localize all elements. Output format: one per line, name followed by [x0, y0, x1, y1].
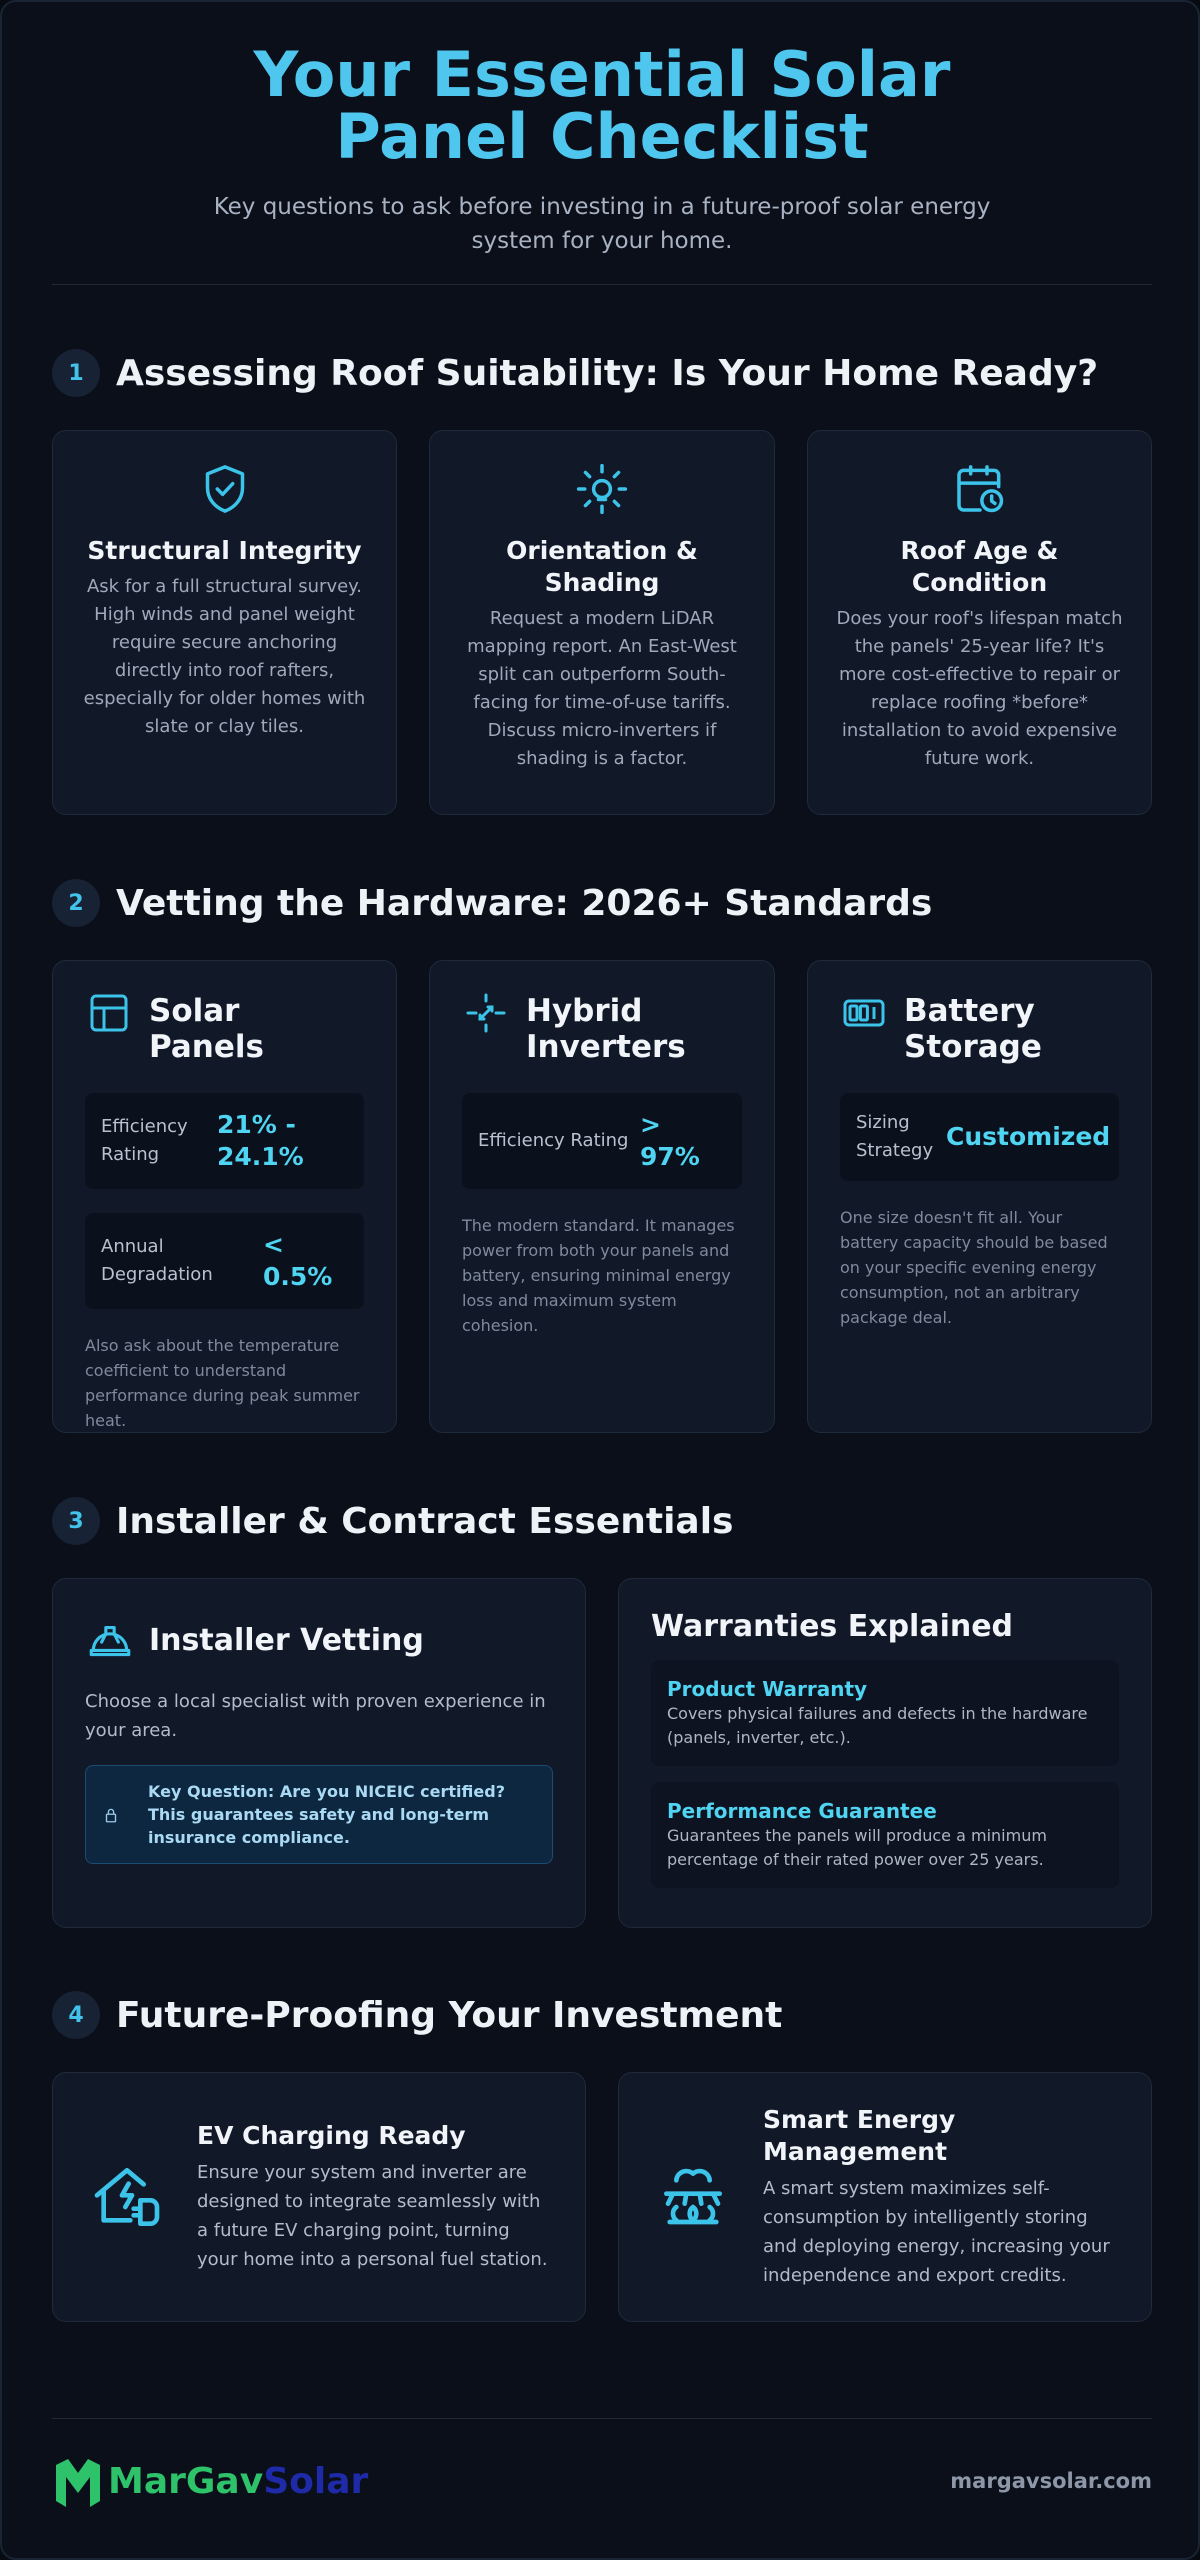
card-title: Roof Age & Condition	[900, 536, 1059, 597]
stat-efficiency	[462, 1093, 742, 1189]
section-title: Installer & Contract Essentials	[116, 1500, 734, 1542]
warranty-performance	[651, 1782, 1119, 1888]
card-title: Structural Integrity	[87, 536, 362, 565]
section-number-badge: 2	[52, 879, 100, 927]
inverter-icon	[462, 989, 510, 1037]
section-number-badge: 3	[52, 1497, 100, 1545]
card-title: EV Charging Ready	[197, 2121, 466, 2150]
stat-efficiency	[85, 1093, 364, 1189]
section-title: Assessing Roof Suitability: Is Your Home Ready?	[116, 352, 1099, 394]
card-text: Ensure your system and inverter are designed to integrate seamlessly with a future EV charging point, turning your home into a personal fuel station.	[197, 2162, 548, 2270]
page-subtitle: Key questions to ask before investing in a future-proof solar energy system for your home.	[213, 194, 991, 254]
card-title: Solar Panels	[149, 993, 264, 1065]
stat-sizing	[840, 1093, 1119, 1181]
card-text: Request a modern LiDAR mapping report. An East-West split can outperform South-facing for time-of-use tariffs. Discuss micro-inverters if shading is a factor.	[467, 608, 737, 769]
stat-value: > 97%	[640, 1110, 700, 1171]
card-installer-vetting	[52, 1578, 586, 1928]
stat-label: Efficiency Rating	[478, 1130, 629, 1151]
card-note: One size doesn't fit all. Your battery capacity should be based on your specific evening energy consumption, not an arbitrary package deal.	[840, 1208, 1108, 1327]
card-title: Battery Storage	[904, 993, 1042, 1065]
card-note: Also ask about the temperature coefficient to understand performance during peak summer heat.	[85, 1336, 360, 1430]
key-question-text: Key Question: Are you NICEIC certified? This guarantees safety and long-term insurance compliance.	[148, 1782, 505, 1847]
solar-panel-icon	[85, 989, 133, 1037]
stat-label: Annual Degradation	[101, 1236, 213, 1285]
card-smart-energy	[618, 2072, 1152, 2322]
smart-energy-icon	[653, 2157, 733, 2237]
card-orientation-shading	[429, 430, 775, 815]
card-title: Installer Vetting	[149, 1622, 424, 1658]
card-battery-storage	[807, 960, 1152, 1433]
stat-degradation	[85, 1213, 364, 1309]
card-text: Choose a local specialist with proven experience in your area.	[85, 1691, 546, 1741]
stat-label: Sizing Strategy	[856, 1112, 934, 1161]
brand-logo[interactable]	[52, 2451, 368, 2511]
card-note: The modern standard. It manages power from both your panels and battery, ensuring minimal energy loss and maximum system cohesion.	[462, 1216, 735, 1335]
warranty-title: Product Warranty	[667, 1677, 868, 1701]
card-solar-panels	[52, 960, 397, 1433]
card-title: Orientation & Shading	[506, 536, 698, 597]
stat-label: Efficiency Rating	[101, 1116, 188, 1165]
ev-charging-icon	[87, 2157, 167, 2237]
page-title: Your Essential Solar Panel Checklist	[253, 38, 951, 173]
stat-value: Customized	[946, 1122, 1111, 1151]
section-heading-4	[52, 1990, 782, 2040]
lock-icon	[102, 1806, 120, 1824]
sun-icon	[574, 461, 630, 517]
section-heading-1	[52, 348, 1098, 398]
section-heading-3	[52, 1496, 733, 1546]
card-text: Ask for a full structural survey. High winds and panel weight require secure anchoring directly into roof rafters, especially for older homes with slate or clay tiles.	[83, 576, 366, 737]
card-text: Does your roof's lifespan match the panels' 25-year life? It's more cost-effective to repair or replace roofing *before* installation to avoid expensive future work.	[836, 608, 1123, 769]
card-structural-integrity	[52, 430, 397, 815]
card-hybrid-inverters	[429, 960, 775, 1433]
section-heading-2	[52, 878, 932, 928]
brand-name-margav: MarGav	[108, 2460, 264, 2502]
calendar-clock-icon	[952, 461, 1008, 517]
warranty-title: Performance Guarantee	[667, 1799, 937, 1823]
battery-icon	[840, 989, 888, 1037]
footer	[52, 2448, 1152, 2514]
stat-value: 21% - 24.1%	[217, 1110, 304, 1171]
card-text: A smart system maximizes self-consumption by intelligently storing and deploying energy, increasing your independence and export credits.	[763, 2178, 1110, 2286]
warranty-text: Covers physical failures and defects in the hardware (panels, inverter, etc.).	[667, 1704, 1088, 1747]
warranty-product	[651, 1660, 1119, 1766]
brand-name-solar: Solar	[263, 2460, 369, 2502]
header	[52, 38, 1152, 258]
key-question-callout	[85, 1765, 553, 1864]
card-warranties	[618, 1578, 1152, 1928]
section-title: Future-Proofing Your Investment	[116, 1994, 783, 2036]
card-title: Smart Energy Management	[763, 2105, 956, 2166]
hard-hat-icon	[85, 1615, 135, 1665]
website-link[interactable]: margavsolar.com	[950, 2469, 1152, 2493]
warranty-text: Guarantees the panels will produce a minimum percentage of their rated power over 25 years.	[667, 1826, 1047, 1869]
shield-check-icon	[197, 461, 253, 517]
stat-value: < 0.5%	[263, 1230, 333, 1291]
card-title: Hybrid Inverters	[526, 993, 686, 1065]
header-divider	[52, 284, 1152, 285]
card-roof-age	[807, 430, 1152, 815]
section-number-badge: 1	[52, 349, 100, 397]
margav-logo-mark	[52, 2451, 104, 2511]
footer-divider	[52, 2418, 1152, 2419]
section-title: Vetting the Hardware: 2026+ Standards	[116, 882, 933, 924]
card-title: Warranties Explained	[651, 1609, 1014, 1644]
section-number-badge: 4	[52, 1991, 100, 2039]
card-ev-charging	[52, 2072, 586, 2322]
